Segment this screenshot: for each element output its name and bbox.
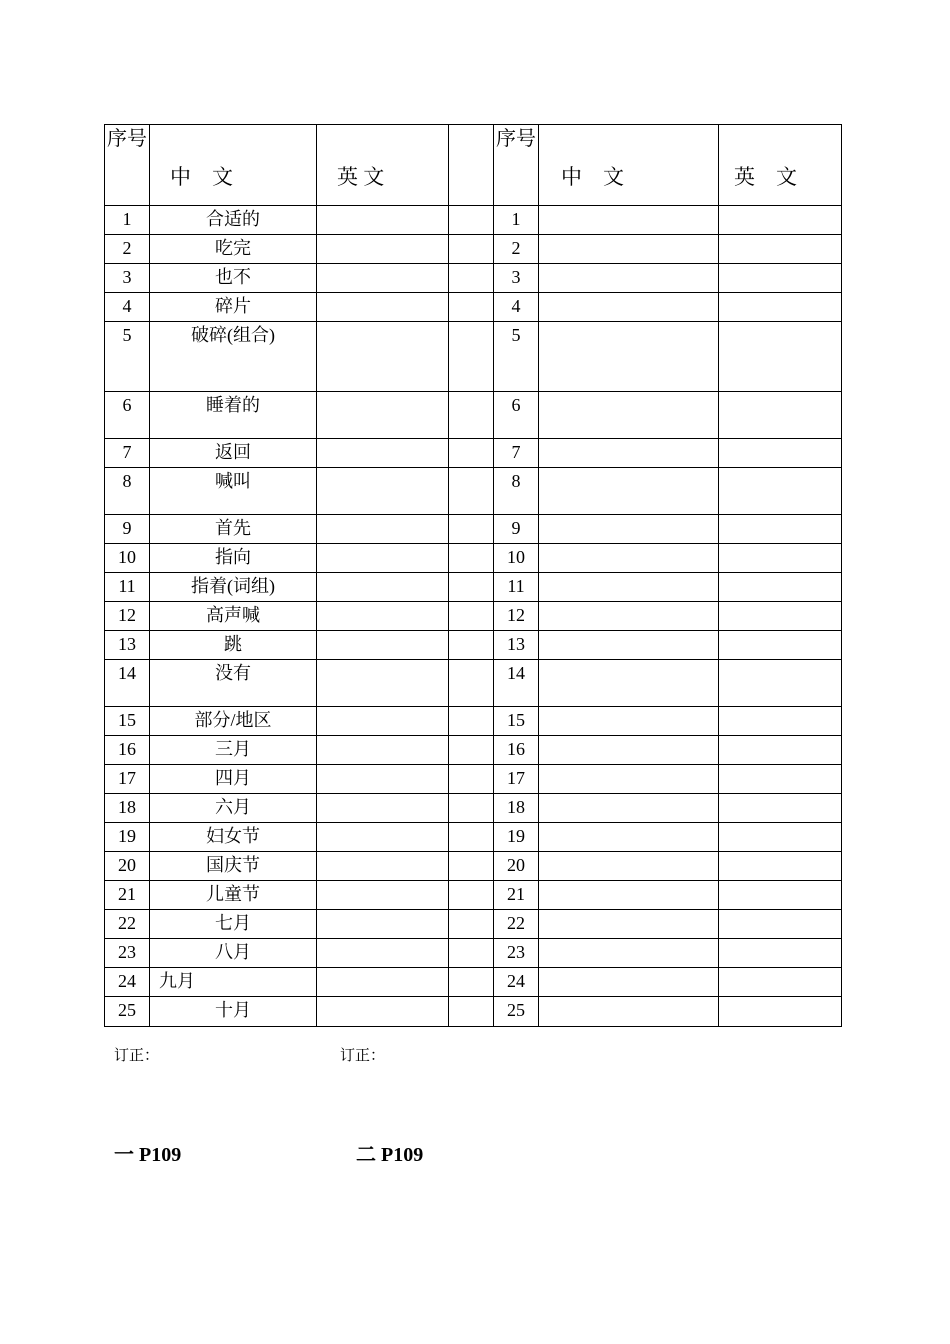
english-blank — [719, 997, 842, 1027]
english-answer-blank — [317, 852, 449, 881]
table-header-row — [105, 125, 842, 206]
vocab-table — [104, 124, 842, 1027]
english-answer-blank — [317, 293, 449, 322]
chinese-word: 破碎(组合) — [150, 322, 317, 392]
english-blank — [719, 707, 842, 736]
english-answer-blank — [317, 910, 449, 939]
chinese-blank — [539, 852, 719, 881]
english-answer-blank — [317, 765, 449, 794]
row-number-left: 10 — [105, 544, 150, 573]
row-number-right: 11 — [494, 573, 539, 602]
chinese-word: 没有 — [150, 660, 317, 707]
row-number-left: 22 — [105, 910, 150, 939]
spacer-cell — [449, 235, 494, 264]
row-number-left: 1 — [105, 206, 150, 235]
english-blank — [719, 631, 842, 660]
row-number-right: 1 — [494, 206, 539, 235]
chinese-blank — [539, 939, 719, 968]
english-blank — [719, 573, 842, 602]
english-blank — [719, 968, 842, 997]
table-row — [105, 264, 842, 293]
spacer-cell — [449, 544, 494, 573]
row-number-left: 20 — [105, 852, 150, 881]
english-answer-blank — [317, 322, 449, 392]
chinese-blank — [539, 602, 719, 631]
english-blank — [719, 852, 842, 881]
row-number-right: 16 — [494, 736, 539, 765]
correction-label-right: 订正： — [340, 1048, 386, 1064]
chinese-word: 九月 — [150, 968, 317, 997]
chinese-blank — [539, 881, 719, 910]
table-row — [105, 852, 842, 881]
table-row — [105, 602, 842, 631]
chinese-word: 跳 — [150, 631, 317, 660]
english-blank — [719, 910, 842, 939]
chinese-blank — [539, 206, 719, 235]
table-row — [105, 707, 842, 736]
english-answer-blank — [317, 968, 449, 997]
table-row — [105, 468, 842, 515]
english-blank — [719, 439, 842, 468]
chinese-word: 指着(词组) — [150, 573, 317, 602]
row-number-left: 23 — [105, 939, 150, 968]
table-row — [105, 235, 842, 264]
row-number-left: 18 — [105, 794, 150, 823]
chinese-word: 部分/地区 — [150, 707, 317, 736]
table-row — [105, 765, 842, 794]
row-number-left: 21 — [105, 881, 150, 910]
spacer-cell — [449, 910, 494, 939]
row-number-left: 14 — [105, 660, 150, 707]
table-row — [105, 794, 842, 823]
row-number-left: 15 — [105, 707, 150, 736]
english-answer-blank — [317, 939, 449, 968]
header-left-chinese: 中 文 — [150, 125, 317, 206]
spacer-cell — [449, 997, 494, 1027]
english-answer-blank — [317, 660, 449, 707]
spacer-cell — [449, 468, 494, 515]
chinese-blank — [539, 660, 719, 707]
chinese-blank — [539, 573, 719, 602]
row-number-left: 4 — [105, 293, 150, 322]
table-row — [105, 573, 842, 602]
spacer-cell — [449, 881, 494, 910]
chinese-blank — [539, 392, 719, 439]
correction-label-left: 订正： — [114, 1048, 160, 1064]
row-number-right: 25 — [494, 997, 539, 1027]
table-row — [105, 439, 842, 468]
english-answer-blank — [317, 823, 449, 852]
row-number-right: 22 — [494, 910, 539, 939]
english-blank — [719, 206, 842, 235]
row-number-left: 11 — [105, 573, 150, 602]
english-blank — [719, 660, 842, 707]
chinese-blank — [539, 794, 719, 823]
chinese-word: 高声喊 — [150, 602, 317, 631]
english-blank — [719, 264, 842, 293]
chinese-blank — [539, 322, 719, 392]
english-blank — [719, 939, 842, 968]
row-number-left: 5 — [105, 322, 150, 392]
spacer-cell — [449, 392, 494, 439]
table-row — [105, 660, 842, 707]
spacer-cell — [449, 439, 494, 468]
row-number-right: 18 — [494, 794, 539, 823]
english-answer-blank — [317, 439, 449, 468]
spacer-cell — [449, 939, 494, 968]
chinese-word: 碎片 — [150, 293, 317, 322]
chinese-word: 喊叫 — [150, 468, 317, 515]
spacer-cell — [449, 794, 494, 823]
chinese-blank — [539, 765, 719, 794]
row-number-right: 4 — [494, 293, 539, 322]
row-number-right: 24 — [494, 968, 539, 997]
english-answer-blank — [317, 794, 449, 823]
english-answer-blank — [317, 264, 449, 293]
chinese-word: 十月 — [150, 997, 317, 1027]
row-number-right: 14 — [494, 660, 539, 707]
english-blank — [719, 765, 842, 794]
row-number-right: 8 — [494, 468, 539, 515]
chinese-blank — [539, 439, 719, 468]
row-number-left: 16 — [105, 736, 150, 765]
spacer-cell — [449, 660, 494, 707]
table-row — [105, 206, 842, 235]
english-answer-blank — [317, 544, 449, 573]
chinese-blank — [539, 968, 719, 997]
spacer-cell — [449, 573, 494, 602]
chinese-blank — [539, 707, 719, 736]
spacer-cell — [449, 707, 494, 736]
english-answer-blank — [317, 602, 449, 631]
table-row — [105, 823, 842, 852]
chinese-word: 八月 — [150, 939, 317, 968]
chinese-blank — [539, 823, 719, 852]
chinese-word: 合适的 — [150, 206, 317, 235]
row-number-left: 7 — [105, 439, 150, 468]
english-answer-blank — [317, 631, 449, 660]
english-answer-blank — [317, 997, 449, 1027]
row-number-right: 10 — [494, 544, 539, 573]
row-number-left: 24 — [105, 968, 150, 997]
chinese-word: 首先 — [150, 515, 317, 544]
chinese-word: 儿童节 — [150, 881, 317, 910]
row-number-right: 15 — [494, 707, 539, 736]
english-answer-blank — [317, 392, 449, 439]
header-left-number: 序号 — [105, 125, 150, 206]
chinese-word: 指向 — [150, 544, 317, 573]
chinese-blank — [539, 997, 719, 1027]
chinese-blank — [539, 264, 719, 293]
spacer-cell — [449, 765, 494, 794]
english-blank — [719, 235, 842, 264]
row-number-right: 6 — [494, 392, 539, 439]
spacer-cell — [449, 293, 494, 322]
chinese-blank — [539, 544, 719, 573]
row-number-left: 17 — [105, 765, 150, 794]
row-number-right: 21 — [494, 881, 539, 910]
row-number-left: 2 — [105, 235, 150, 264]
english-answer-blank — [317, 235, 449, 264]
english-blank — [719, 293, 842, 322]
english-answer-blank — [317, 881, 449, 910]
row-number-right: 20 — [494, 852, 539, 881]
row-number-left: 25 — [105, 997, 150, 1027]
table-row — [105, 968, 842, 997]
english-blank — [719, 823, 842, 852]
chinese-word: 睡着的 — [150, 392, 317, 439]
chinese-blank — [539, 468, 719, 515]
table-row — [105, 515, 842, 544]
header-left-english: 英 文 — [317, 125, 449, 206]
spacer-cell — [449, 968, 494, 997]
english-blank — [719, 468, 842, 515]
spacer-cell — [449, 264, 494, 293]
row-number-right: 9 — [494, 515, 539, 544]
header-right-chinese: 中 文 — [539, 125, 719, 206]
header-right-number: 序号 — [494, 125, 539, 206]
table-row — [105, 881, 842, 910]
english-answer-blank — [317, 515, 449, 544]
table-row — [105, 322, 842, 392]
chinese-blank — [539, 515, 719, 544]
english-answer-blank — [317, 707, 449, 736]
chinese-word: 妇女节 — [150, 823, 317, 852]
chinese-word: 也不 — [150, 264, 317, 293]
row-number-right: 19 — [494, 823, 539, 852]
table-row — [105, 631, 842, 660]
table-row — [105, 736, 842, 765]
row-number-left: 9 — [105, 515, 150, 544]
row-number-left: 12 — [105, 602, 150, 631]
english-blank — [719, 515, 842, 544]
spacer-cell — [449, 823, 494, 852]
row-number-right: 23 — [494, 939, 539, 968]
chinese-word: 国庆节 — [150, 852, 317, 881]
spacer-cell — [449, 206, 494, 235]
english-blank — [719, 602, 842, 631]
english-blank — [719, 392, 842, 439]
chinese-blank — [539, 235, 719, 264]
row-number-left: 6 — [105, 392, 150, 439]
english-answer-blank — [317, 468, 449, 515]
english-answer-blank — [317, 573, 449, 602]
row-number-left: 13 — [105, 631, 150, 660]
english-blank — [719, 881, 842, 910]
table-row — [105, 939, 842, 968]
row-number-right: 12 — [494, 602, 539, 631]
row-number-right: 7 — [494, 439, 539, 468]
row-number-right: 2 — [494, 235, 539, 264]
page-reference-right: 二 P109 — [356, 1144, 424, 1166]
english-blank — [719, 322, 842, 392]
row-number-left: 3 — [105, 264, 150, 293]
spacer-cell — [449, 515, 494, 544]
english-answer-blank — [317, 206, 449, 235]
chinese-blank — [539, 293, 719, 322]
spacer-cell — [449, 852, 494, 881]
row-number-right: 13 — [494, 631, 539, 660]
header-right-english: 英 文 — [719, 125, 842, 206]
row-number-right: 17 — [494, 765, 539, 794]
chinese-word: 七月 — [150, 910, 317, 939]
english-blank — [719, 736, 842, 765]
row-number-left: 8 — [105, 468, 150, 515]
spacer-cell — [449, 322, 494, 392]
chinese-blank — [539, 910, 719, 939]
chinese-blank — [539, 736, 719, 765]
chinese-blank — [539, 631, 719, 660]
table-row — [105, 293, 842, 322]
chinese-word: 三月 — [150, 736, 317, 765]
page-reference-left: 一 P109 — [114, 1144, 182, 1166]
english-answer-blank — [317, 736, 449, 765]
chinese-word: 六月 — [150, 794, 317, 823]
table-row — [105, 997, 842, 1027]
spacer-cell — [449, 631, 494, 660]
english-blank — [719, 794, 842, 823]
table-row — [105, 544, 842, 573]
row-number-left: 19 — [105, 823, 150, 852]
spacer-cell — [449, 736, 494, 765]
spacer-cell — [449, 602, 494, 631]
english-blank — [719, 544, 842, 573]
table-row — [105, 910, 842, 939]
chinese-word: 吃完 — [150, 235, 317, 264]
chinese-word: 四月 — [150, 765, 317, 794]
table-row — [105, 392, 842, 439]
chinese-word: 返回 — [150, 439, 317, 468]
row-number-right: 3 — [494, 264, 539, 293]
spacer-cell — [449, 125, 494, 206]
row-number-right: 5 — [494, 322, 539, 392]
